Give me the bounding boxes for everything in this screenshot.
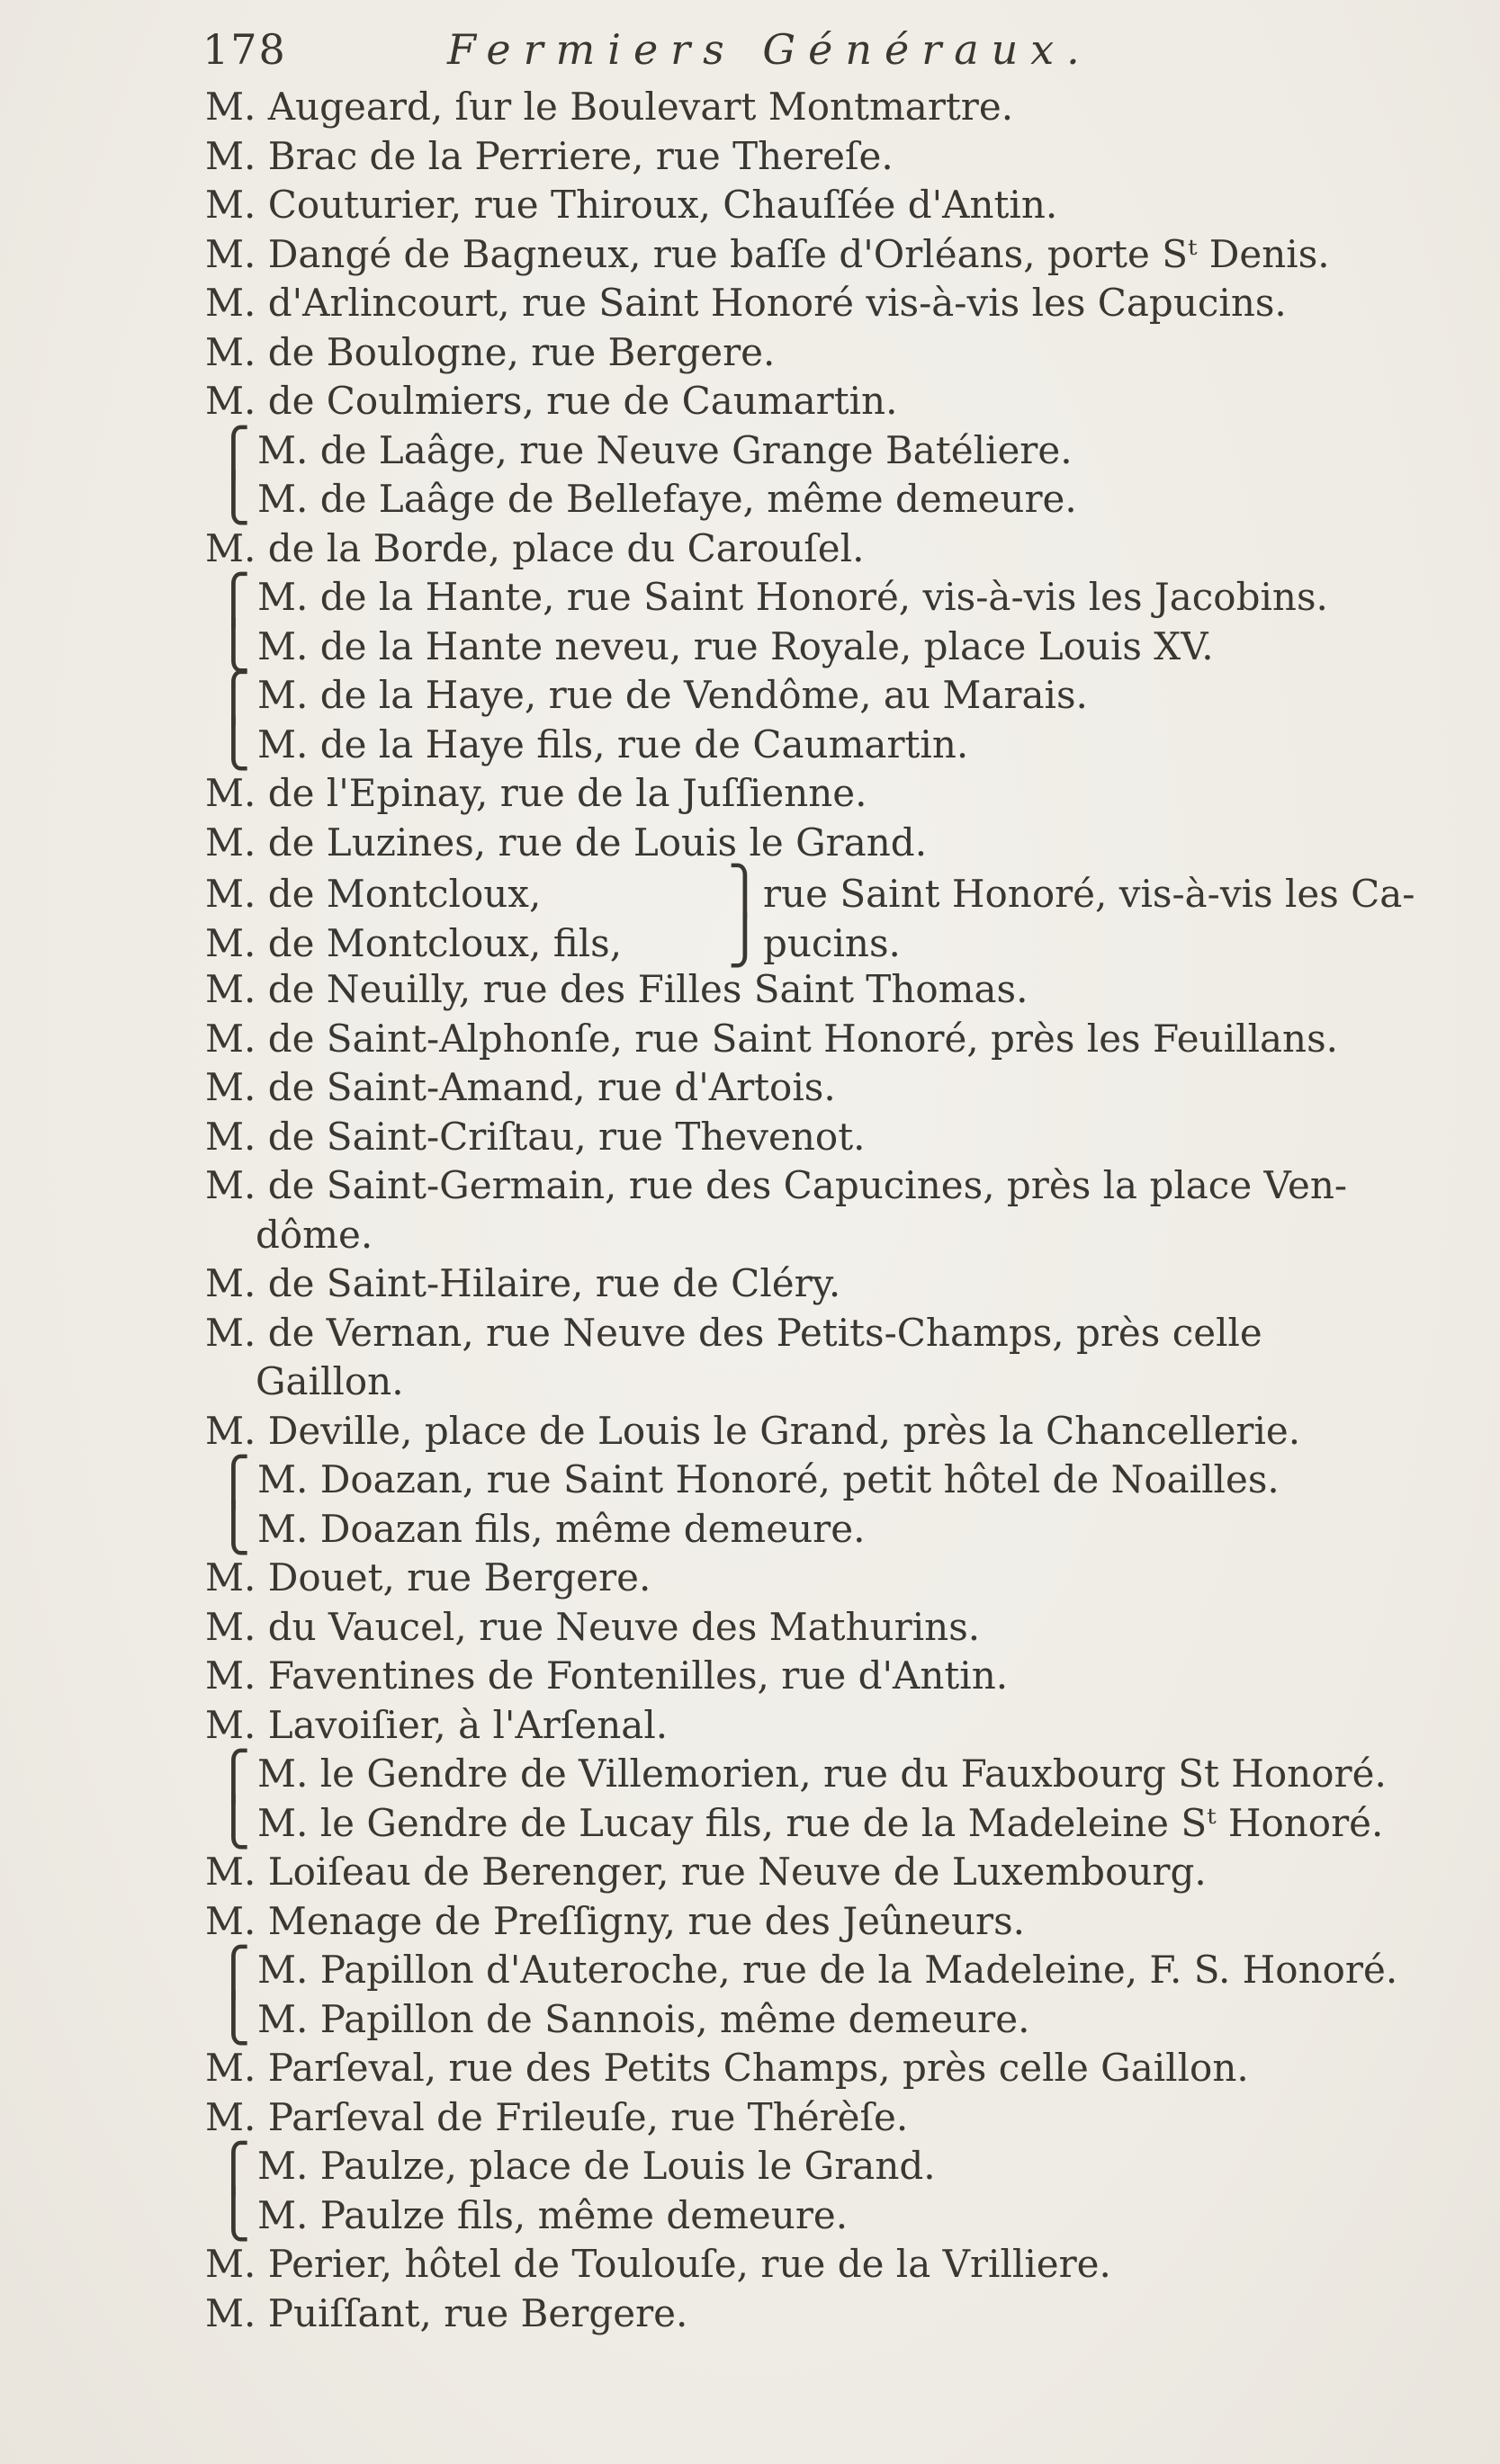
brace-mark: ⎩: [216, 1991, 251, 2046]
list-item: [205, 1501, 1465, 1555]
list-item: [205, 1795, 1465, 1850]
list-item: [205, 2142, 1465, 2196]
list-item: [205, 328, 1465, 378]
list-item: [205, 1701, 1465, 1751]
list-item: [205, 1554, 1465, 1603]
brace-mark: ⎧: [216, 1456, 251, 1510]
entry-text: M. le Gendre de Villemorien, rue du Fauxbourg St Honoré.: [257, 1752, 1387, 1796]
list-item: [205, 1113, 1465, 1162]
brace-mark: ⎧: [216, 573, 251, 627]
entry-text: M. Doazan fils, même demeure.: [257, 1506, 866, 1551]
list-item: [205, 618, 1465, 673]
list-item: [205, 769, 1465, 819]
entry-name: M. de Montcloux,: [205, 872, 542, 916]
list-item: [205, 524, 1465, 574]
list-item: [205, 1407, 1465, 1456]
entry-text: M. de Saint-Germain, rue des Capucines, près la place Ven-: [205, 1163, 1348, 1207]
entry-text: M. Perier, hôtel de Toulouſe, rue de la Vrilliere.: [205, 2242, 1111, 2286]
brace-mark: ⎧: [216, 426, 251, 480]
entry-text: M. le Gendre de Lucay fils, rue de la Madeleine Sᵗ Honoré.: [257, 1800, 1384, 1845]
list-item: [205, 965, 1465, 1015]
brace-mark: ⎧: [216, 1750, 251, 1804]
entry-text: M. Papillon d'Auteroche, rue de la Madeleine, F. S. Honoré.: [257, 1948, 1398, 1992]
entry-text: M. de Neuilly, rue des Filles Saint Thomas.: [205, 967, 1028, 1011]
entry-text: M. de la Hante neveu, rue Royale, place Louis XV.: [257, 623, 1214, 668]
brace-mark: ⎫: [727, 865, 763, 918]
entry-text: M. de la Haye fils, rue de Caumartin.: [257, 721, 969, 766]
entry-text: M. Faventines de Fontenilles, rue d'Antin.: [205, 1653, 1009, 1698]
brace-mark: ⎭: [727, 913, 763, 968]
entry-text: M. de Saint-Alphonſe, rue Saint Honoré, près les Feuillans.: [205, 1016, 1338, 1061]
list-item: [205, 1848, 1465, 1897]
entry-text: M. de la Haye, rue de Vendôme, au Marais.: [257, 673, 1088, 717]
entry-address: rue Saint Honoré, vis-à-vis les Ca-: [763, 872, 1415, 916]
entry-text: M. de Laâge de Bellefaye, même demeure.: [257, 477, 1077, 521]
entry-text: M. Deville, place de Louis le Grand, près la Chancellerie.: [205, 1408, 1301, 1453]
list-item: [205, 1456, 1465, 1510]
list-item: [205, 1603, 1465, 1653]
list-item: [205, 2187, 1465, 2242]
list-item: [205, 1991, 1465, 2046]
list-item: [205, 83, 1465, 132]
brace-mark: ⎩: [216, 716, 251, 771]
page-number: 178: [202, 25, 287, 74]
entry-text: M. de Coulmiers, rue de Caumartin.: [205, 379, 898, 423]
list-item: [205, 1259, 1465, 1309]
brace-mark: ⎧: [216, 671, 251, 725]
list-item: [205, 1309, 1465, 1358]
list-item: [205, 377, 1465, 426]
brace-mark: ⎧: [216, 2142, 251, 2196]
list-item: [205, 2093, 1465, 2143]
entry-text: M. du Vaucel, rue Neuve des Mathurins.: [205, 1604, 981, 1649]
entry-text: M. Parſeval de Frileuſe, rue Thérèſe.: [205, 2094, 909, 2139]
list-item: [205, 2044, 1465, 2093]
entry-text: M. Papillon de Sannois, même demeure.: [257, 1996, 1030, 2041]
entry-text: M. de Saint-Criſtau, rue Thevenot.: [205, 1114, 866, 1159]
list-item: [205, 2289, 1465, 2339]
entry-text: M. de la Borde, place du Carouſel.: [205, 525, 865, 570]
entry-text: M. Lavoiſier, à l'Arſenal.: [205, 1702, 669, 1747]
list-item: [205, 1652, 1465, 1701]
list-item: [205, 867, 1465, 917]
entry-text: M. Menage de Preſſigny, rue des Jeûneurs.: [205, 1898, 1025, 1943]
entry-text: M. de Saint-Hilaire, rue de Cléry.: [205, 1261, 841, 1305]
list-item: [205, 279, 1465, 328]
entry-continuation: dôme.: [256, 1212, 373, 1257]
entry-list: [205, 83, 1465, 2338]
list-item: [205, 1897, 1465, 1947]
brace-mark: ⎩: [216, 1501, 251, 1555]
brace-mark: ⎩: [216, 2187, 251, 2242]
page-header: [202, 25, 1444, 88]
list-item: [205, 1015, 1465, 1064]
list-item: [205, 132, 1465, 182]
entry-text: M. de Laâge, rue Neuve Grange Batéliere.: [257, 427, 1073, 472]
entry-text: M. de la Hante, rue Saint Honoré, vis-à-vis les Jacobins.: [257, 575, 1328, 619]
list-item: [205, 1750, 1465, 1804]
list-item: [205, 1063, 1465, 1113]
entry-text: M. Brac de la Perriere, rue Thereſe.: [205, 133, 894, 178]
list-item: [205, 181, 1465, 230]
entry-text: M. de l'Epinay, rue de la Juſſienne.: [205, 771, 867, 815]
entry-text: M. Dangé de Bagneux, rue baſſe d'Orléans, porte Sᵗ Denis.: [205, 231, 1330, 276]
list-item: [205, 2240, 1465, 2289]
entry-text: M. de Luzines, rue de Louis le Grand.: [205, 820, 928, 865]
list-item: [205, 1161, 1465, 1211]
list-item: [205, 230, 1465, 280]
brace-mark: ⎩: [216, 618, 251, 673]
entry-text: M. Douet, rue Bergere.: [205, 1555, 651, 1599]
entry-text: M. Couturier, rue Thiroux, Chauſſée d'Antin.: [205, 183, 1058, 227]
list-item: [205, 471, 1465, 525]
entry-text: M. Loiſeau de Berenger, rue Neuve de Luxembourg.: [205, 1850, 1207, 1894]
entry-continuation: Gaillon.: [256, 1359, 404, 1403]
entry-text: M. de Vernan, rue Neuve des Petits-Champs, près celle: [205, 1310, 1262, 1355]
entry-text: M. Paulze fils, même demeure.: [257, 2192, 849, 2237]
list-item: [205, 716, 1465, 771]
list-item: [205, 913, 1465, 968]
entry-text: M. d'Arlincourt, rue Saint Honoré vis-à-vis les Capucins.: [205, 281, 1287, 325]
list-item: [205, 671, 1465, 725]
entry-address: pucins.: [763, 920, 901, 965]
entry-text: M. Puiſſant, rue Bergere.: [205, 2290, 688, 2335]
list-item: [205, 819, 1465, 868]
list-item-continuation: [205, 1211, 1465, 1260]
list-item: [205, 426, 1465, 480]
entry-name: M. de Montcloux, fils,: [205, 920, 623, 965]
list-item: [205, 1946, 1465, 2000]
list-item-continuation: [205, 1357, 1465, 1407]
entry-text: M. de Saint-Amand, rue d'Artois.: [205, 1065, 836, 1109]
entry-text: M. Augeard, ſur le Boulevart Montmartre.: [205, 85, 1014, 129]
entry-text: M. Paulze, place de Louis le Grand.: [257, 2144, 936, 2188]
brace-mark: ⎩: [216, 1795, 251, 1850]
entry-text: M. Doazan, rue Saint Honoré, petit hôtel de Noailles.: [257, 1457, 1280, 1501]
running-head: Fermiers Généraux.: [447, 25, 1092, 74]
brace-mark: ⎩: [216, 471, 251, 525]
entry-text: M. de Boulogne, rue Bergere.: [205, 329, 776, 374]
list-item: [205, 573, 1465, 627]
brace-mark: ⎧: [216, 1946, 251, 2000]
entry-text: M. Parſeval, rue des Petits Champs, près celle Gaillon.: [205, 2046, 1249, 2090]
